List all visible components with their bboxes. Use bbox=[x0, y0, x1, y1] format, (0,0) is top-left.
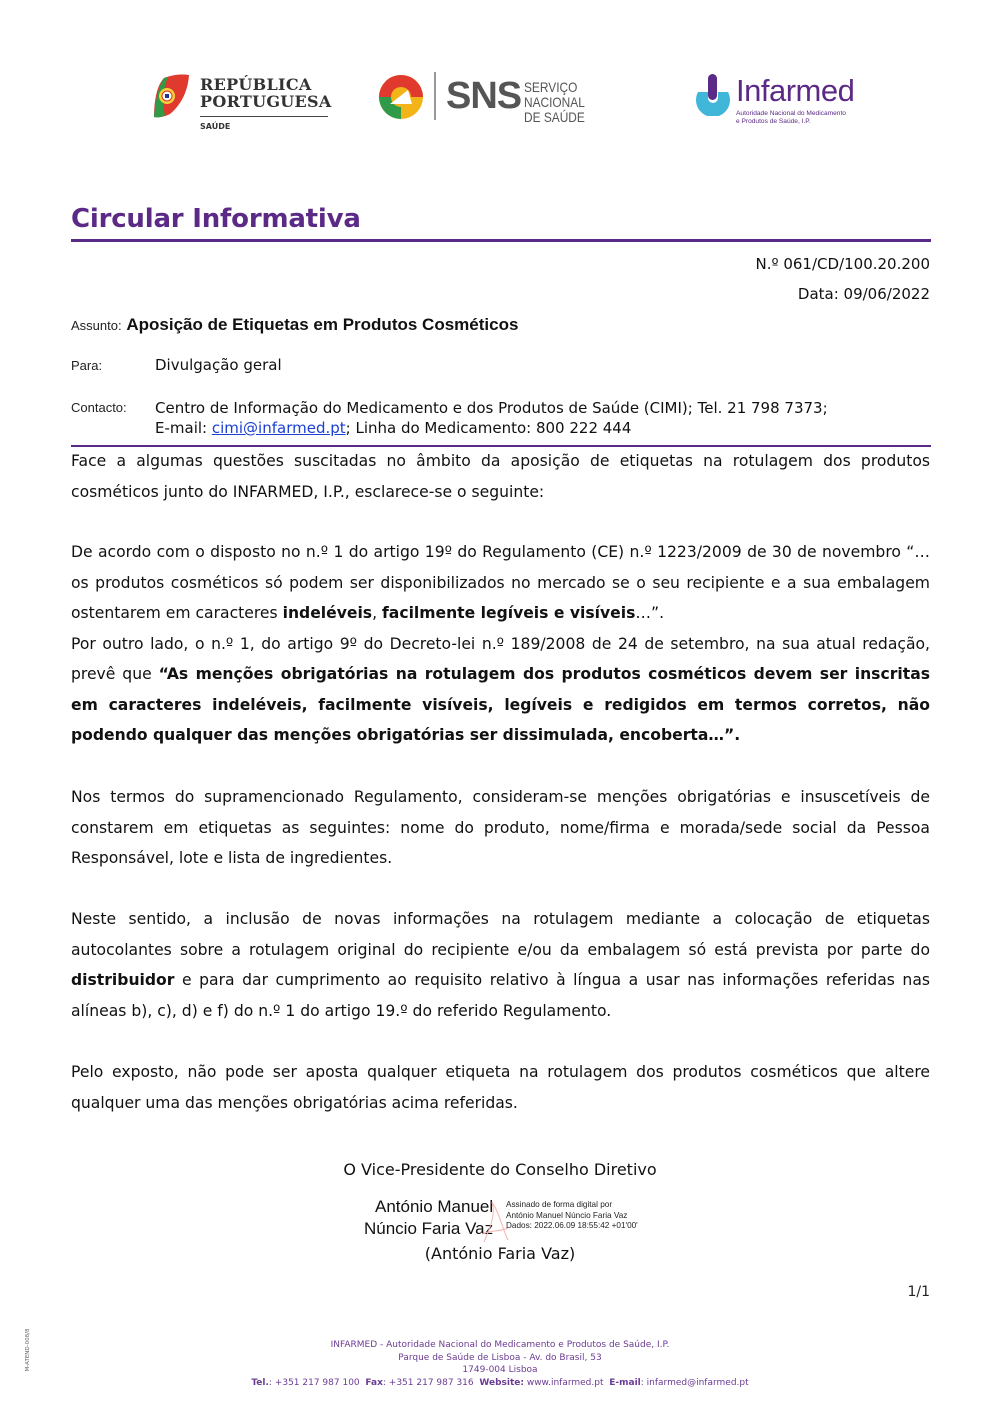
portuguese-flag-icon bbox=[152, 74, 190, 118]
footer-email[interactable]: : infarmed@infarmed.pt bbox=[640, 1377, 749, 1388]
digital-signature-details: Assinado de forma digital por António Manuel Núncio Faria Vaz Dados: 2022.06.09 18:55:42 +01'00' bbox=[506, 1200, 638, 1230]
page-number: 1/1 bbox=[907, 1284, 930, 1300]
footer-org: INFARMED - Autoridade Nacional do Medicamento e Produtos de Saúde, I.P. bbox=[330, 1340, 670, 1350]
signatory-role: O Vice-Presidente do Conselho Diretivo bbox=[343, 1160, 657, 1179]
contact-label: Contacto: bbox=[71, 400, 127, 415]
republica-portuguesa-text: REPÚBLICA PORTUGUESA bbox=[200, 75, 332, 111]
contact-line-1: Centro de Informação do Medicamento e dos Produtos de Saúde (CIMI); Tel. 21 798 7373; bbox=[155, 399, 828, 417]
infarmed-name: Infarmed bbox=[736, 73, 855, 108]
subject-value: Aposição de Etiquetas em Produtos Cosméticos bbox=[126, 315, 519, 334]
document-date: Data: 09/06/2022 bbox=[797, 285, 930, 303]
recipient-label: Para: bbox=[71, 358, 103, 373]
infarmed-emblem-icon bbox=[694, 72, 732, 116]
recipient-value: Divulgação geral bbox=[155, 356, 282, 374]
sns-emblem-icon bbox=[378, 74, 424, 120]
digital-signature bbox=[362, 1196, 662, 1248]
footer-contacts: Tel.: +351 217 987 100 Fax: +351 217 987 316 Website: www.infarmed.pt E-mail: infarmed@infarmed.pt bbox=[251, 1377, 749, 1388]
footer bbox=[0, 1339, 1000, 1389]
paragraph-mandatory-mentions: Nos termos do supramencionado Regulamento, consideram-se menções obrigatórias e insuscetíveis de constarem em etiquetas as seguintes: nome do produto, nome/firma e morada/sede social da Pessoa Responsável, lote e lista de ingredientes. bbox=[71, 788, 930, 867]
divider bbox=[434, 72, 436, 120]
sns-fullname: SERVIÇO NACIONAL DE SAÚDE bbox=[524, 79, 585, 125]
reference-number: N.º 061/CD/100.20.200 bbox=[755, 255, 930, 273]
signatory-full-name: António Manuel Núncio Faria Vaz bbox=[364, 1197, 494, 1238]
title-divider bbox=[71, 239, 931, 242]
republica-portuguesa-logo bbox=[150, 72, 340, 134]
contact-email-link[interactable]: cimi@infarmed.pt bbox=[211, 419, 346, 437]
paragraph-distributor: Neste sentido, a inclusão de novas informações na rotulagem mediante a colocação de etiquetas autocolantes sobre a rotulagem original do recipiente e/ou da embalagem só está prevista por parte do distribuidor e para dar cumprimento ao requisito relativo à língua a usar nas informações referidas nas alíneas b), c), d) e f) do n.º 1 do artigo 19.º do referido Regulamento. bbox=[71, 910, 930, 1020]
paragraph-intro: Face a algumas questões suscitadas no âmbito da aposição de etiquetas na rotulagem dos produtos cosméticos junto do INFARMED, I.P., esclarece-se o seguinte: bbox=[71, 452, 930, 501]
form-code: M-ATEND-008/8 bbox=[25, 1328, 31, 1372]
sns-abbr: SNS bbox=[446, 75, 522, 117]
saude-label: SAÚDE bbox=[200, 122, 231, 131]
paragraph-legal-basis: De acordo com o disposto no n.º 1 do artigo 19º do Regulamento (CE) n.º 1223/2009 de 30 de novembro “…os produtos cosméticos só podem ser disponibilizados no mercado se o seu recipiente e a sua embalagem ostentarem em caracteres indeléveis, facilmente legíveis e visíveis…”. Por outro lado, o n.º 1, do artigo 9º do Decreto-lei n.º 189/2008 de 24 de setembro, na sua atual redação, prevê que “As menções obrigatórias na rotulagem dos produtos cosméticos devem ser inscritas em caracteres indeléveis, facilmente visíveis, legíveis e redigidos em termos corretos, não podendo qualquer das menções obrigatórias ser dissimulada, encoberta…”. bbox=[71, 543, 930, 744]
page-title: Circular Informativa bbox=[71, 204, 361, 234]
sns-logo bbox=[378, 72, 658, 125]
infarmed-logo bbox=[694, 72, 874, 134]
footer-website[interactable]: www.infarmed.pt bbox=[523, 1377, 604, 1388]
subject-field bbox=[71, 315, 518, 335]
signatory-short-name: (António Faria Vaz) bbox=[424, 1244, 576, 1263]
contact-line-2: E-mail: cimi@infarmed.pt; Linha do Medicamento: 800 222 444 bbox=[155, 419, 632, 437]
subject-label: Assunto: bbox=[71, 318, 122, 333]
recipient-field bbox=[71, 356, 282, 374]
infarmed-tagline: Autoridade Nacional do Medicamento e Produtos de Saúde, I.P. bbox=[736, 110, 846, 125]
paragraph-conclusion: Pelo exposto, não pode ser aposta qualquer etiqueta na rotulagem dos produtos cosméticos que altere qualquer uma das menções obrigatórias acima referidas. bbox=[71, 1063, 930, 1112]
header-logos bbox=[0, 70, 1000, 140]
footer-address: Parque de Saúde de Lisboa - Av. do Brasil, 53 bbox=[398, 1352, 602, 1363]
footer-postcode: 1749-004 Lisboa bbox=[462, 1365, 538, 1375]
divider bbox=[200, 116, 328, 117]
signature-block bbox=[0, 1160, 1000, 1263]
